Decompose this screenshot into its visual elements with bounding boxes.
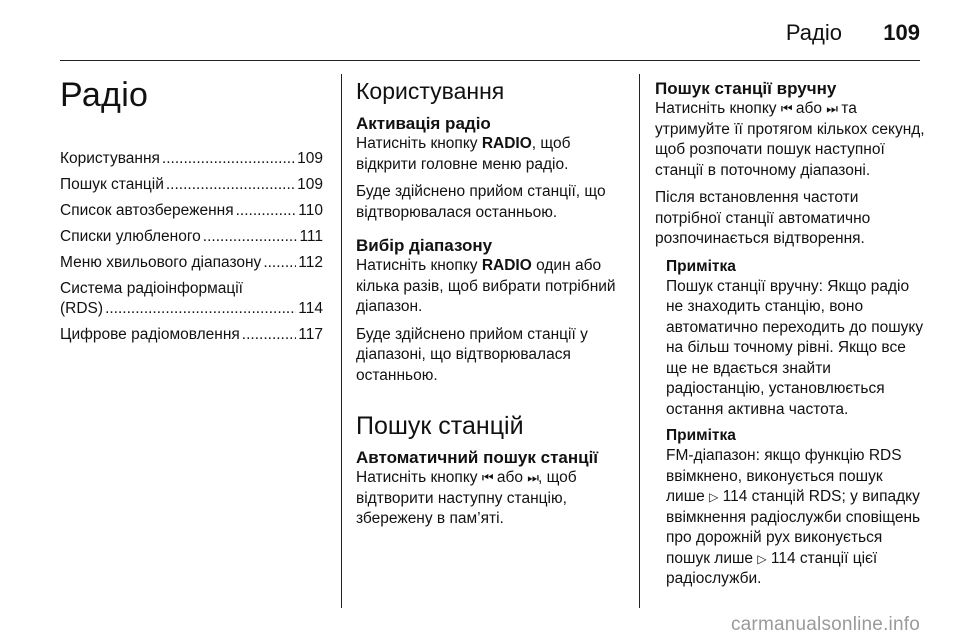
text-run: FM-діапазон: якщо функцію RDS ввімкнено, виконується пошук лише (666, 447, 902, 505)
paragraph-manual-2: Після встановлення частоти потрібної станції автоматично розпочинається відтворення. (655, 189, 871, 247)
toc-item-text-line1: Система радіоінформації (60, 280, 243, 297)
column-divider-2 (639, 74, 640, 608)
toc-item-page: 114 (298, 300, 323, 317)
header-rule (60, 60, 920, 61)
text-run: Натисніть кнопку (356, 469, 482, 486)
toc-item-page: 111 (299, 228, 323, 245)
section-heading-search: Пошук станцій (356, 412, 524, 440)
toc-item-text: (RDS) (60, 300, 104, 317)
text-run: , щоб відкрити головне меню радіо. (356, 135, 571, 173)
paragraph-band-1 (356, 256, 624, 318)
toc-item[interactable] (60, 175, 323, 195)
toc-column (60, 76, 323, 351)
note-box-2 (666, 426, 925, 590)
seek-forward-icon: ⏭ (527, 470, 538, 485)
note-box-1 (666, 257, 925, 421)
toc-item-text: Цифрове радіомовлення (60, 326, 240, 343)
right-column (655, 78, 925, 590)
radio-keyword: RADIO (481, 135, 532, 152)
subheading-manual-search: Пошук станції вручну (655, 79, 837, 98)
toc-leader (166, 175, 295, 195)
toc-item-page: 112 (298, 254, 323, 271)
text-run: 114 станцій RDS; у випадку ввімкнення радіослужби сповіщень про дорожній рух виконується пошук лише (666, 488, 921, 567)
note-title: Примітка (666, 427, 736, 444)
paragraph-activation-1 (356, 134, 624, 175)
paragraph-band-2: Буде здійснено прийом станції у діапазоні, що відтворювалася останньою. (356, 325, 588, 384)
seek-forward-icon: ⏭ (826, 101, 837, 116)
text-run: 114 станції цієї радіослужби. (666, 549, 878, 587)
toc-item[interactable] (60, 325, 323, 345)
page-reference-arrow-icon[interactable]: ▷ (757, 551, 767, 566)
page-number: 109 (883, 20, 920, 45)
toc-item[interactable] (60, 149, 323, 169)
toc-item-line2 (60, 299, 323, 319)
page-header (0, 0, 960, 62)
subheading-activation: Активація радіо (356, 114, 491, 133)
toc-item[interactable] (60, 201, 323, 221)
toc-item-page: 110 (298, 202, 323, 219)
toc-leader (203, 227, 298, 247)
middle-column (356, 78, 624, 537)
toc-leader (162, 149, 295, 169)
note-text (666, 446, 925, 590)
text-run: та утримуйте її протягом кількох секунд, щоб розпочати пошук наступної станції в поточному діапазоні. (655, 100, 925, 179)
paragraph-manual-1 (655, 99, 925, 181)
text-run: Натисніть кнопку (356, 135, 482, 152)
text-run: або (492, 469, 528, 486)
toc-leader (263, 253, 296, 273)
toc-item[interactable] (60, 253, 323, 273)
seek-back-icon: ⏮ (780, 101, 792, 116)
toc-leader (105, 299, 296, 319)
toc-item-text: Список автозбереження (60, 202, 234, 219)
toc-item-multiline[interactable] (60, 279, 323, 319)
text-run: Натисніть кнопку (655, 100, 781, 117)
text-run: або (791, 100, 827, 117)
subheading-band: Вибір діапазону (356, 236, 493, 255)
text-run: Натисніть кнопку (356, 257, 482, 274)
toc-item-page: 109 (297, 176, 323, 193)
toc-item-text: Пошук станцій (60, 176, 164, 193)
seek-back-icon: ⏮ (481, 470, 493, 485)
toc-item-page: 109 (297, 150, 323, 167)
subheading-auto-search: Автоматичний пошук станції (356, 448, 599, 467)
note-title: Примітка (666, 257, 736, 275)
chapter-title: Радіо (60, 76, 149, 114)
toc-item-text: Списки улюбленого (60, 228, 201, 245)
column-divider-1 (341, 74, 342, 608)
toc-item-text: Користування (60, 150, 160, 167)
text-run: один або кілька разів, щоб вибрати потрібний діапазон. (356, 257, 616, 315)
running-header-title: Радіо (785, 20, 842, 45)
toc-leader (236, 201, 297, 221)
section-heading-usage: Користування (356, 78, 505, 104)
paragraph-activation-2: Буде здійснено прийом станції, що відтворювалася останньою. (356, 183, 606, 221)
toc-item-page: 117 (298, 326, 323, 343)
watermark-text: carmanualsonline.info (730, 614, 920, 635)
page-reference-arrow-icon[interactable]: ▷ (709, 490, 719, 504)
note-text: Пошук станції вручну: Якщо радіо не знаходить станцію, воно автоматично переходить до пошуку на більш точному рівні. Якщо все ще не вдається знайти радіостанцію, установлюється остання активна частота. (666, 277, 924, 418)
text-run: , щоб відтворити наступну станцію, збережену в пам’яті. (356, 469, 577, 527)
toc-item[interactable] (60, 227, 323, 247)
paragraph-auto-search (356, 468, 624, 530)
toc-item-text: Меню хвильового діапазону (60, 254, 262, 271)
toc-leader (242, 325, 296, 345)
radio-keyword: RADIO (481, 257, 532, 274)
